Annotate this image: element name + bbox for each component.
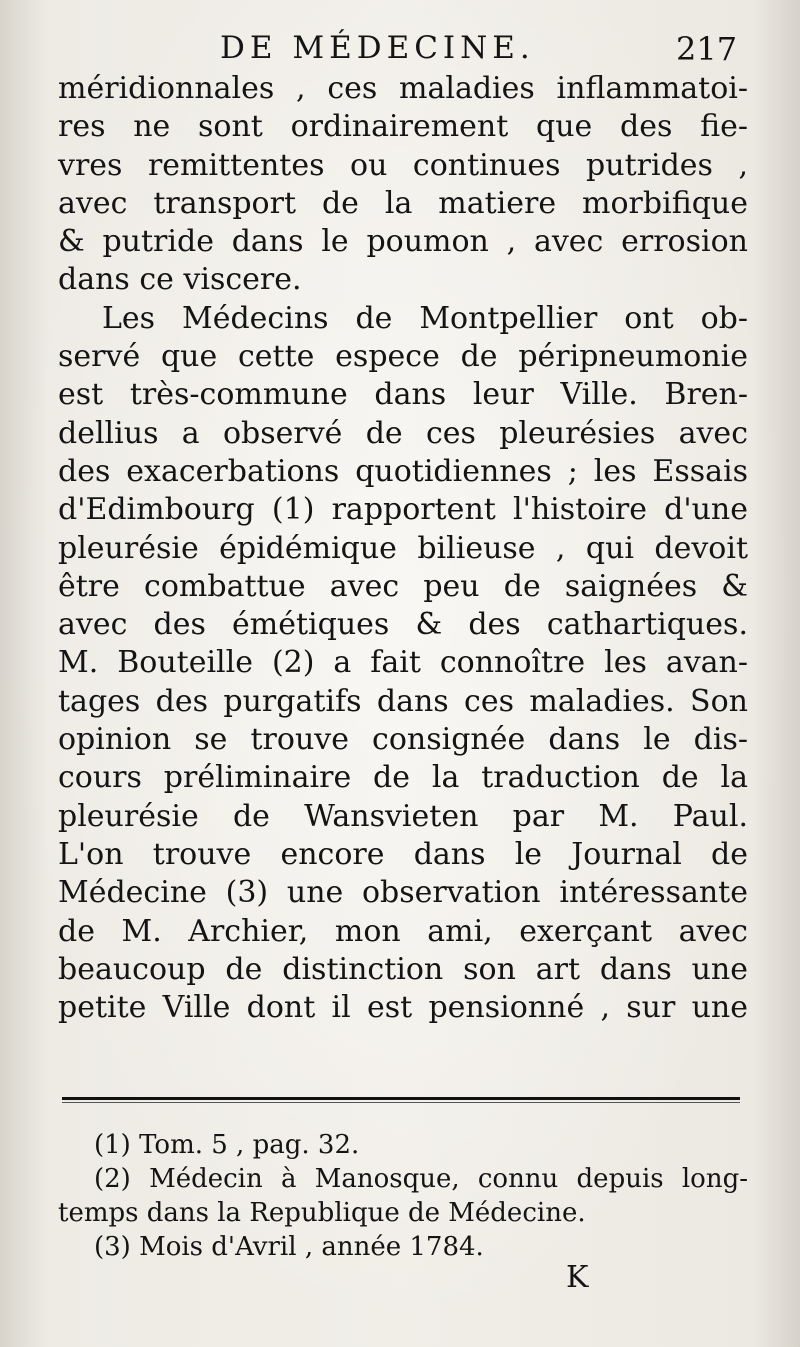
text-line: être combattue avec peu de saignées & <box>58 568 748 604</box>
text-line: beaucoup de distinction son art dans une <box>58 951 748 987</box>
text-line: pleurésie de Wansvieten par M. Paul. <box>58 798 748 834</box>
running-head: DE MÉDECINE. <box>220 30 535 66</box>
text-line: M. Bouteille (2) a fait connoître les avan- <box>58 645 748 681</box>
footnote: (1) Tom. 5 , pag. 32. <box>94 1130 360 1160</box>
text-line: Médecine (3) une observation intéressante <box>58 875 748 911</box>
footnote-rule <box>62 1097 740 1103</box>
page-number: 217 <box>676 30 738 68</box>
body-text <box>58 70 748 1027</box>
text-line: avec transport de la matiere morbifique <box>58 185 748 221</box>
page-header <box>0 30 800 74</box>
text-line: dellius a observé de ces pleurésies avec <box>58 415 748 451</box>
footnote: (3) Mois d'Avril , année 1784. <box>94 1232 484 1262</box>
text-line: des exacerbations quotidiennes ; les Essais <box>58 453 748 489</box>
text-line: opinion se trouve consignée dans le dis- <box>58 722 748 758</box>
text-line: & putride dans le poumon , avec errosion <box>58 224 748 260</box>
text-line: tages des purgatifs dans ces maladies. Son <box>58 683 748 719</box>
text-line: avec des émétiques & des cathartiques. <box>58 607 748 643</box>
text-line: cours préliminaire de la traduction de la <box>58 760 748 796</box>
text-line: pleurésie épidémique bilieuse , qui devoit <box>58 530 748 566</box>
text-line: est très-commune dans leur Ville. Bren- <box>58 377 748 413</box>
footnote: (2) Médecin à Manosque, connu depuis long- <box>94 1164 748 1194</box>
text-line: de M. Archier, mon ami, exerçant avec <box>58 913 748 949</box>
text-line: vres remittentes ou continues putrides , <box>58 147 748 183</box>
text-line: dans ce viscere. <box>58 262 302 298</box>
text-line: servé que cette espece de péripneumonie <box>58 339 748 375</box>
text-line: L'on trouve encore dans le Journal de <box>58 836 748 872</box>
text-line: res ne sont ordinairement que des fie- <box>58 109 748 145</box>
text-line: petite Ville dont il est pensionné , sur une <box>58 990 748 1026</box>
text-line: méridionnales , ces maladies inflammatoi- <box>58 71 748 106</box>
signature-mark: K <box>566 1260 589 1295</box>
footnotes <box>58 1128 748 1264</box>
footnote: temps dans la Republique de Médecine. <box>58 1198 586 1228</box>
text-line: d'Edimbourg (1) rapportent l'histoire d'une <box>58 492 748 528</box>
text-line: Les Médecins de Montpellier ont ob- <box>102 300 748 336</box>
